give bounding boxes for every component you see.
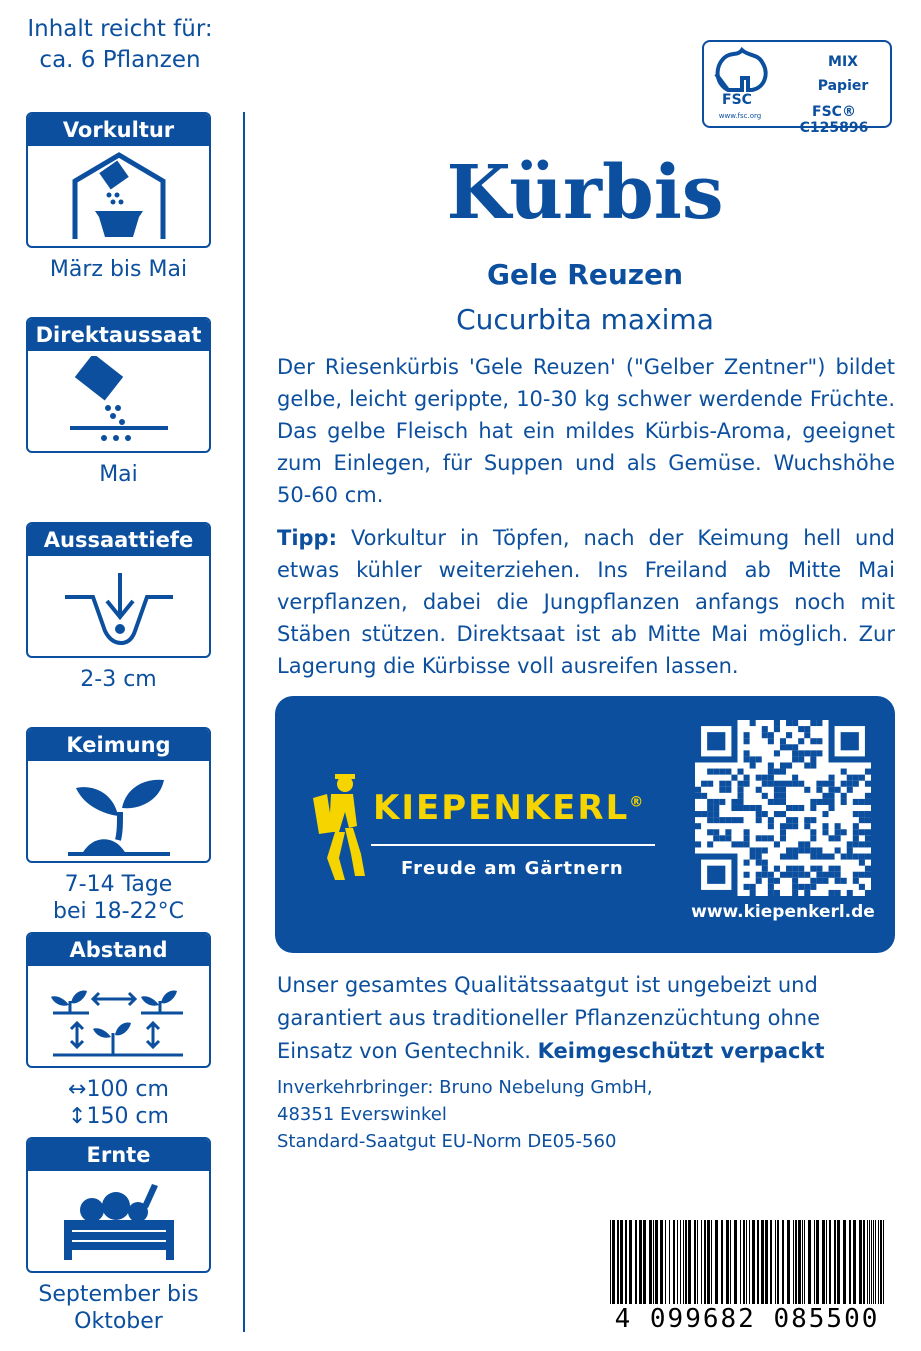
step-title: Abstand (28, 934, 209, 966)
publisher-line: 48351 Everswinkel (277, 1104, 447, 1125)
step-box (26, 932, 211, 1068)
fsc-badge (702, 40, 892, 136)
step-value: 2-3 cm (80, 667, 157, 692)
fsc-url: www.fsc.org (718, 112, 762, 120)
product-title: Kürbis (446, 150, 724, 236)
step-box (26, 317, 211, 453)
step-vorkultur (26, 112, 211, 283)
step-value-line: September bis (38, 1282, 199, 1307)
step-title: Aussaattiefe (28, 524, 209, 556)
barcode-digits: 4 099682 085500 (614, 1304, 880, 1334)
brand-wordmark: KIEPENKERL (373, 788, 630, 828)
step-value-line: ↔100 cm (68, 1077, 169, 1102)
brand-name (373, 788, 645, 828)
seedling-icon (28, 763, 209, 861)
brand-banner (275, 696, 895, 953)
publisher-line: Standard-Saatgut EU-Norm DE05-560 (277, 1131, 617, 1152)
qr-code-icon[interactable] (695, 720, 871, 896)
fsc-mix: MIX (828, 54, 858, 70)
direct-sowing-icon (28, 353, 209, 451)
yield-value: ca. 6 Pflanzen (39, 47, 201, 73)
step-value (26, 871, 211, 925)
harvest-crate-icon (28, 1173, 209, 1271)
hiker-logo-icon (305, 772, 375, 882)
quality-bold: Keimgeschützt verpackt (537, 1039, 825, 1063)
product-variety: Gele Reuzen (486, 258, 683, 291)
brand-underline (371, 844, 655, 846)
yield-label: Inhalt reicht für: (27, 16, 213, 42)
column-divider (243, 112, 245, 1332)
registered-mark: ® (629, 794, 646, 811)
greenhouse-sowing-icon (28, 148, 209, 246)
plant-spacing-icon (28, 968, 209, 1066)
barcode-bars (602, 1218, 892, 1306)
yield-info (20, 14, 220, 76)
step-aussaattiefe (26, 522, 211, 693)
quality-statement (277, 969, 895, 1068)
step-abstand (26, 932, 211, 1130)
step-box (26, 112, 211, 248)
sowing-depth-icon (28, 558, 209, 656)
step-value-line: ↕150 cm (68, 1104, 169, 1129)
step-title: Ernte (28, 1139, 209, 1171)
tip-label: Tipp: (277, 526, 337, 550)
step-keimung (26, 727, 211, 925)
brand-slogan: Freude am Gärtnern (401, 858, 624, 879)
step-box (26, 522, 211, 658)
product-description: Der Riesenkürbis 'Gele Reuzen' ("Gelber Zentner") bildet gelbe, leicht gerippte, 10-30 kg schwer werdende Früchte. Das gelbe Fleisch hat ein mildes Kürbis-Aroma, geeignet zum Einlegen, für Suppen und als Gemüse. Wuchshöhe 50-60 cm. (277, 355, 895, 507)
growing-tip (277, 522, 895, 682)
tip-text: Vorkultur in Töpfen, nach der Keimung hell und etwas kühler weiterziehen. Ins Freiland ab Mitte Mai verpflanzen, dabei die Jungpflanzen anfangs noch mit Stäben stützen. Direktsaat ist ab Mitte Mai möglich. Zur Lagerung die Kürbisse voll ausreifen lassen. (277, 526, 895, 678)
step-value-line: 7-14 Tage (64, 872, 173, 897)
step-direktaussaat (26, 317, 211, 488)
step-title: Keimung (28, 729, 209, 761)
step-title: Vorkultur (28, 114, 209, 146)
publisher-info (277, 1074, 777, 1155)
step-value-line: bei 18-22°C (53, 899, 184, 924)
website-link[interactable]: www.kiepenkerl.de (691, 902, 875, 922)
fsc-code: FSC® C125896 (799, 104, 869, 136)
step-value: Mai (99, 462, 138, 487)
barcode (602, 1218, 892, 1334)
step-box (26, 727, 211, 863)
publisher-line: Inverkehrbringer: Bruno Nebelung GmbH, (277, 1077, 653, 1098)
step-value (26, 1281, 211, 1335)
fsc-paper: Papier (817, 78, 869, 94)
fsc-logo-text: FSC (722, 92, 752, 108)
step-title: Direktaussaat (28, 319, 209, 351)
step-value (26, 1076, 211, 1130)
step-value-line: Oktober (74, 1309, 163, 1334)
step-box (26, 1137, 211, 1273)
step-value: März bis Mai (49, 257, 188, 282)
step-ernte (26, 1137, 211, 1335)
quality-text: Unser gesamtes Qualitätssaatgut ist ungebeizt und garantiert aus traditioneller Pflanzenzüchtung ohne Einsatz von Gentechnik. (277, 973, 821, 1063)
product-latin-name: Cucurbita maxima (456, 303, 714, 336)
